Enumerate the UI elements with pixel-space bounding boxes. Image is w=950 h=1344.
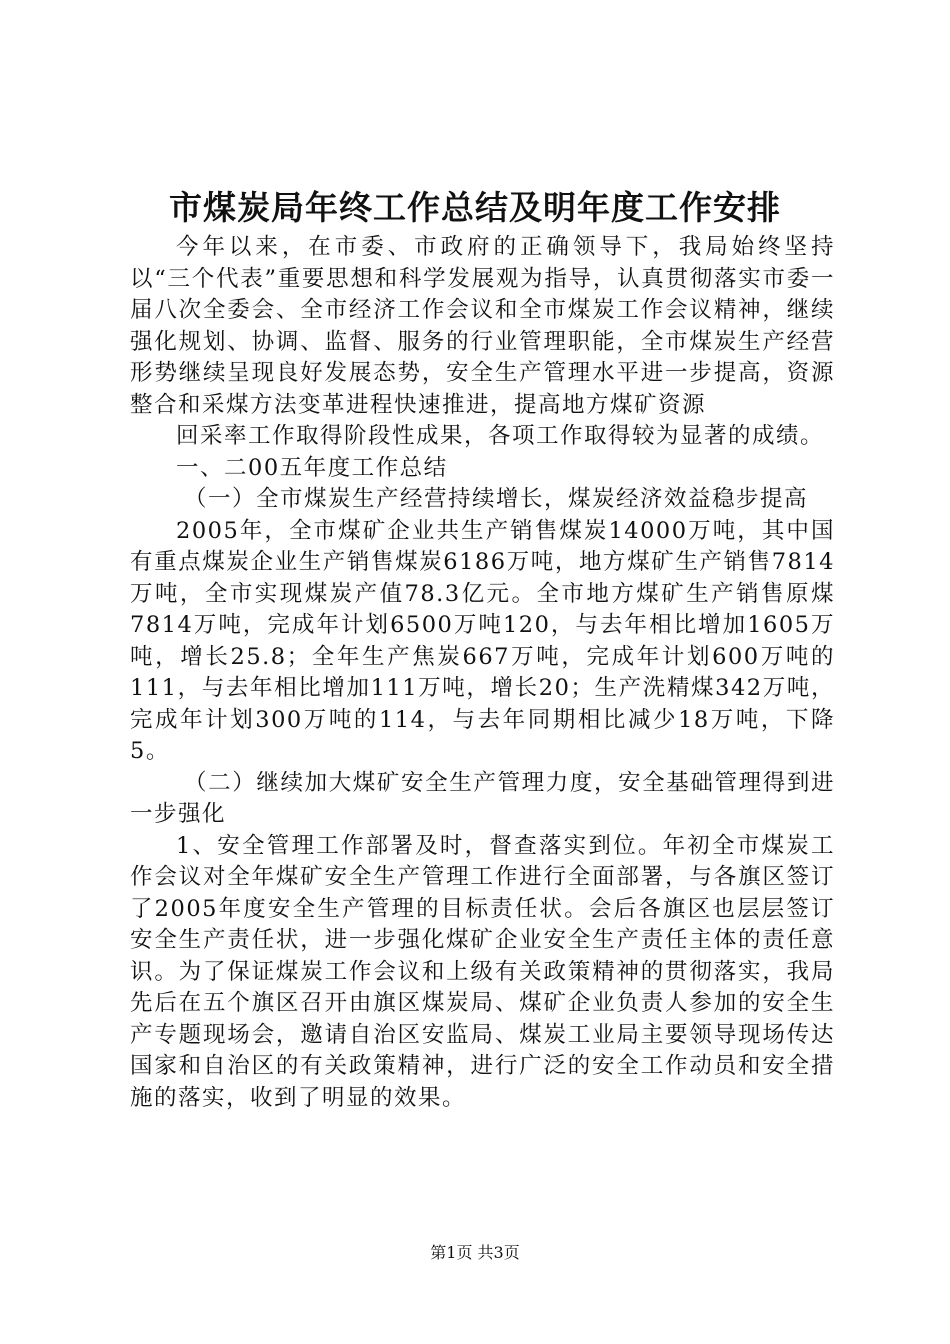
paragraph-intro-continued: 回采率工作取得阶段性成果，各项工作取得较为显著的成绩。 bbox=[176, 423, 825, 449]
subsection-heading-safety: （二）继续加大煤矿安全生产管理力度，安全基础管理得到进一步强化 bbox=[130, 769, 835, 827]
page-number-footer: 第1页 共3页 bbox=[430, 1243, 520, 1262]
paragraph-safety-management: 1、安全管理工作部署及时，督查落实到位。年初全市煤炭工作会议对全年煤矿安全生产管理工作进行全面部署，与各旗区签订了2005年度安全生产管理的目标责任状。会后各旗区也层层签订安全生产责任状，进一步强化煤矿企业安全生产责任主体的责任意识。为了保证煤炭工作会议和上级有关政策精神的贯彻落实，我局先后在五个旗区召开由旗区煤炭局、煤矿企业负责人参加的安全生产专题现场会，邀请自治区安监局、煤炭工业局主要领导现场传达国家和自治区的有关政策精神，进行广泛的安全工作动员和安全措施的落实，收到了明显的效果。 bbox=[130, 832, 835, 1111]
document-body bbox=[130, 232, 835, 1114]
paragraph-production-stats: 2005年，全市煤矿企业共生产销售煤炭14000万吨，其中国有重点煤炭企业生产销售煤炭6186万吨，地方煤矿生产销售7814万吨，全市实现煤炭产值78.3亿元。全市地方煤矿生产销售原煤7814万吨，完成年计划6500万吨120，与去年相比增加1605万吨，增长25.8；全年生产焦炭667万吨，完成年计划600万吨的111，与去年相比增加111万吨，增长20；生产洗精煤342万吨，完成年计划300万吨的114，与去年同期相比减少18万吨，下降5。 bbox=[130, 517, 835, 764]
section-heading-summary: 一、二00五年度工作总结 bbox=[176, 454, 448, 481]
paragraph-intro: 今年以来，在市委、市政府的正确领导下，我局始终坚持以“三个代表”重要思想和科学发展观为指导，认真贯彻落实市委一届八次全委会、全市经济工作会议和全市煤炭工作会议精神，继续强化规划、协调、监督、服务的行业管理职能，全市煤炭生产经营形势继续呈现良好发展态势，安全生产管理水平进一步提高，资源整合和采煤方法变革进程快速推进，提高地方煤矿资源 bbox=[130, 234, 835, 418]
subsection-heading-production: （一）全市煤炭生产经营持续增长，煤炭经济效益稳步提高 bbox=[184, 486, 809, 512]
document-title: 市煤炭局年终工作总结及明年度工作安排 bbox=[169, 188, 781, 227]
